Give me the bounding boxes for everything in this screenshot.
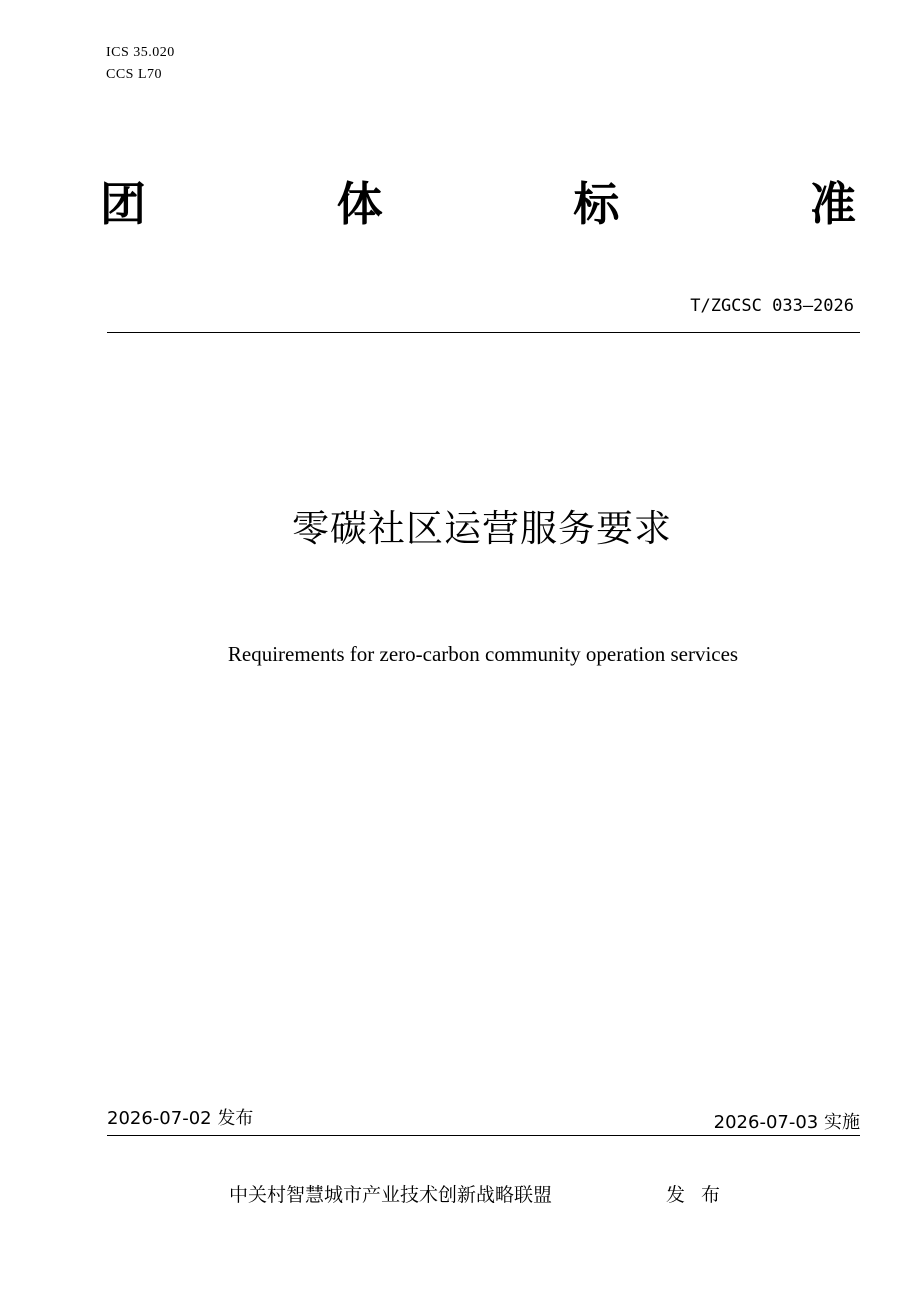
standard-type-char: 团 [100, 177, 146, 231]
standard-type-char: 准 [809, 177, 856, 231]
ccs-code: CCS L70 [106, 67, 163, 82]
top-divider [107, 332, 860, 333]
classification-codes [106, 42, 175, 86]
standard-type-char: 体 [336, 177, 383, 231]
standard-type-char: 标 [573, 177, 620, 231]
implementation-date: 2026-07-03 实施 [713, 1112, 860, 1133]
standard-number: T/ZGCSC 033—2026 [690, 296, 854, 316]
publish-label: 发布 [666, 1184, 737, 1206]
document-title-chinese: 零碳社区运营服务要求 [292, 507, 672, 550]
publisher-name: 中关村智慧城市产业技术创新战略联盟 [229, 1184, 553, 1206]
standard-type-heading [100, 172, 856, 236]
ics-code: ICS 35.020 [106, 45, 175, 60]
document-title-english: Requirements for zero-carbon community operation services [227, 642, 739, 666]
bottom-divider [107, 1135, 860, 1136]
publication-date: 2026-07-02 发布 [107, 1108, 254, 1129]
